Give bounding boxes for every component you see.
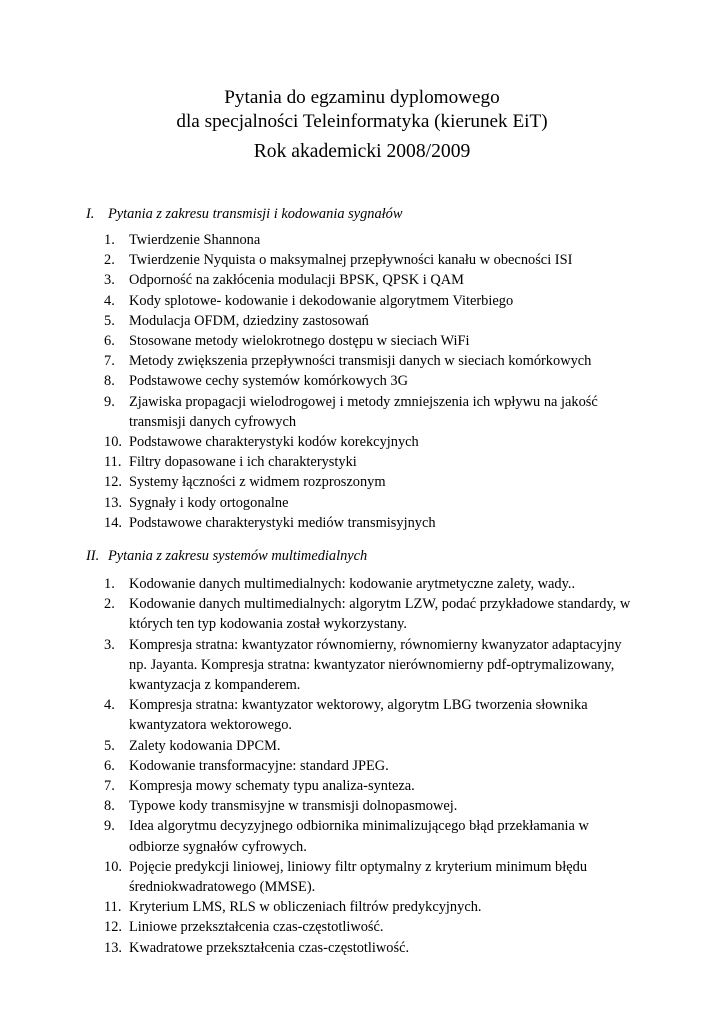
item-number: 12. xyxy=(104,474,122,491)
item-text: Filtry dopasowane i ich charakterystyki xyxy=(129,454,357,471)
list-item xyxy=(0,594,640,634)
item-number: 14. xyxy=(104,514,122,531)
item-number: 11. xyxy=(104,454,122,471)
list-item xyxy=(0,917,640,937)
list-item xyxy=(0,432,640,452)
list-item xyxy=(0,513,640,533)
section-title: Pytania z zakresu systemów multimedialnych xyxy=(108,548,368,564)
list-item xyxy=(0,250,640,270)
list-item xyxy=(0,938,640,958)
item-text: Twierdzenie Shannona xyxy=(129,232,261,248)
item-text: Podstawowe charakterystyki mediów transmisyjnych xyxy=(129,514,436,531)
item-number: 3. xyxy=(104,272,115,289)
section-title: Pytania z zakresu transmisji i kodowania sygnałów xyxy=(108,206,403,222)
list-item xyxy=(0,736,640,756)
item-number: 1. xyxy=(104,232,115,248)
item-text: Modulacja OFDM, dziedziny zastosowań xyxy=(129,312,369,329)
question-list xyxy=(0,574,724,958)
item-number: 7. xyxy=(104,778,115,795)
list-item xyxy=(0,776,640,796)
item-number: 10. xyxy=(104,858,122,875)
title-line-1: Pytania do egzaminu dyplomowego xyxy=(224,87,500,108)
list-item xyxy=(0,331,640,351)
item-text: Zalety kodowania DPCM. xyxy=(129,737,281,754)
item-text: Kompresja mowy schematy typu analiza-synteza. xyxy=(129,778,415,795)
academic-year: Rok akademicki 2008/2009 xyxy=(253,141,471,162)
item-number: 9. xyxy=(104,818,115,835)
question-list xyxy=(0,230,724,533)
list-item xyxy=(0,796,640,816)
item-text: Typowe kody transmisyjne w transmisji dolnopasmowej. xyxy=(129,798,458,815)
list-item xyxy=(0,270,640,290)
list-item xyxy=(0,311,640,331)
item-number: 12. xyxy=(104,919,122,936)
item-number: 1. xyxy=(104,576,115,592)
item-number: 8. xyxy=(104,373,115,390)
item-text: Sygnały i kody ortogonalne xyxy=(129,494,289,511)
list-item xyxy=(0,897,640,917)
item-number: 13. xyxy=(104,494,122,511)
list-item xyxy=(0,392,640,432)
list-item xyxy=(0,291,640,311)
title-line-2: dla specjalności Teleinformatyka (kierunek EiT) xyxy=(176,111,548,132)
item-number: 9. xyxy=(104,393,115,410)
list-item xyxy=(0,493,640,513)
list-item xyxy=(0,635,640,696)
list-item xyxy=(0,695,640,735)
item-number: 6. xyxy=(104,333,115,350)
list-item xyxy=(0,452,640,472)
item-text: Kodowanie danych multimedialnych: algorytm LZW, podać przykładowe standardy, w których ten typ kodowania został wykorzystany. xyxy=(129,596,631,633)
item-number: 2. xyxy=(104,252,115,269)
section-multimedia xyxy=(0,546,724,958)
item-text: Podstawowe cechy systemów komórkowych 3G xyxy=(129,373,408,390)
list-item xyxy=(0,756,640,776)
item-text: Kwadratowe przekształcenia czas-częstotliwość. xyxy=(129,939,410,956)
item-text: Twierdzenie Nyquista o maksymalnej przepływności kanału w obecności ISI xyxy=(129,252,573,269)
item-text: Idea algorytmu decyzyjnego odbiornika minimalizującego błąd przekłamania w odbiorze sygnałów cyfrowych. xyxy=(129,818,589,855)
item-text: Metody zwiększenia przepływności transmisji danych w sieciach komórkowych xyxy=(129,353,592,370)
item-text: Kompresja stratna: kwantyzator równomierny, równomierny kwanyzator adaptacyjny np. Jayanta. Kompresja stratna: kwantyzator nierównomierny pdf-optrymalizowany, kwantyzacja z kompanderem. xyxy=(129,636,622,694)
item-number: 5. xyxy=(104,737,115,754)
section-heading xyxy=(0,204,724,224)
item-number: 3. xyxy=(104,636,115,653)
item-number: 6. xyxy=(104,757,115,774)
item-text: Kompresja stratna: kwantyzator wektorowy, algorytm LBG tworzenia słownika kwantyzatora wektorowego. xyxy=(129,697,588,734)
item-text: Liniowe przekształcenia czas-częstotliwość. xyxy=(129,919,384,936)
section-heading xyxy=(0,546,724,566)
list-item xyxy=(0,230,640,250)
list-item xyxy=(0,371,640,391)
item-text: Kody splotowe- kodowanie i dekodowanie algorytmem Viterbiego xyxy=(129,292,514,309)
document-title xyxy=(0,86,724,134)
list-item xyxy=(0,351,640,371)
item-number: 7. xyxy=(104,353,115,370)
item-text: Systemy łączności z widmem rozproszonym xyxy=(129,474,386,491)
item-number: 8. xyxy=(104,798,115,815)
item-number: 10. xyxy=(104,434,122,451)
item-text: Kryterium LMS, RLS w obliczeniach filtrów predykcyjnych. xyxy=(129,899,482,916)
list-item xyxy=(0,857,640,897)
item-number: 2. xyxy=(104,596,115,613)
section-transmission xyxy=(0,204,724,533)
list-item xyxy=(0,816,640,856)
list-item xyxy=(0,574,640,594)
item-text: Kodowanie transformacyjne: standard JPEG. xyxy=(129,757,389,774)
item-number: 4. xyxy=(104,292,115,309)
item-text: Zjawiska propagacji wielodrogowej i metody zmniejszenia ich wpływu na jakość transmisji danych cyfrowych xyxy=(129,393,598,430)
item-text: Stosowane metody wielokrotnego dostępu w sieciach WiFi xyxy=(129,333,470,350)
item-text: Odporność na zakłócenia modulacji BPSK, QPSK i QAM xyxy=(129,272,464,289)
item-text: Kodowanie danych multimedialnych: kodowanie arytmetyczne zalety, wady.. xyxy=(129,576,576,592)
section-numeral: I. xyxy=(86,206,95,222)
item-text: Pojęcie predykcji liniowej, liniowy filtr optymalny z kryterium minimum błędu średniokwadratowego (MMSE). xyxy=(129,858,588,896)
list-item xyxy=(0,472,640,492)
item-number: 13. xyxy=(104,939,122,956)
item-number: 11. xyxy=(104,899,122,916)
item-number: 5. xyxy=(104,312,115,329)
item-number: 4. xyxy=(104,697,115,714)
section-numeral: II. xyxy=(86,548,100,564)
item-text: Podstawowe charakterystyki kodów korekcyjnych xyxy=(129,434,419,451)
